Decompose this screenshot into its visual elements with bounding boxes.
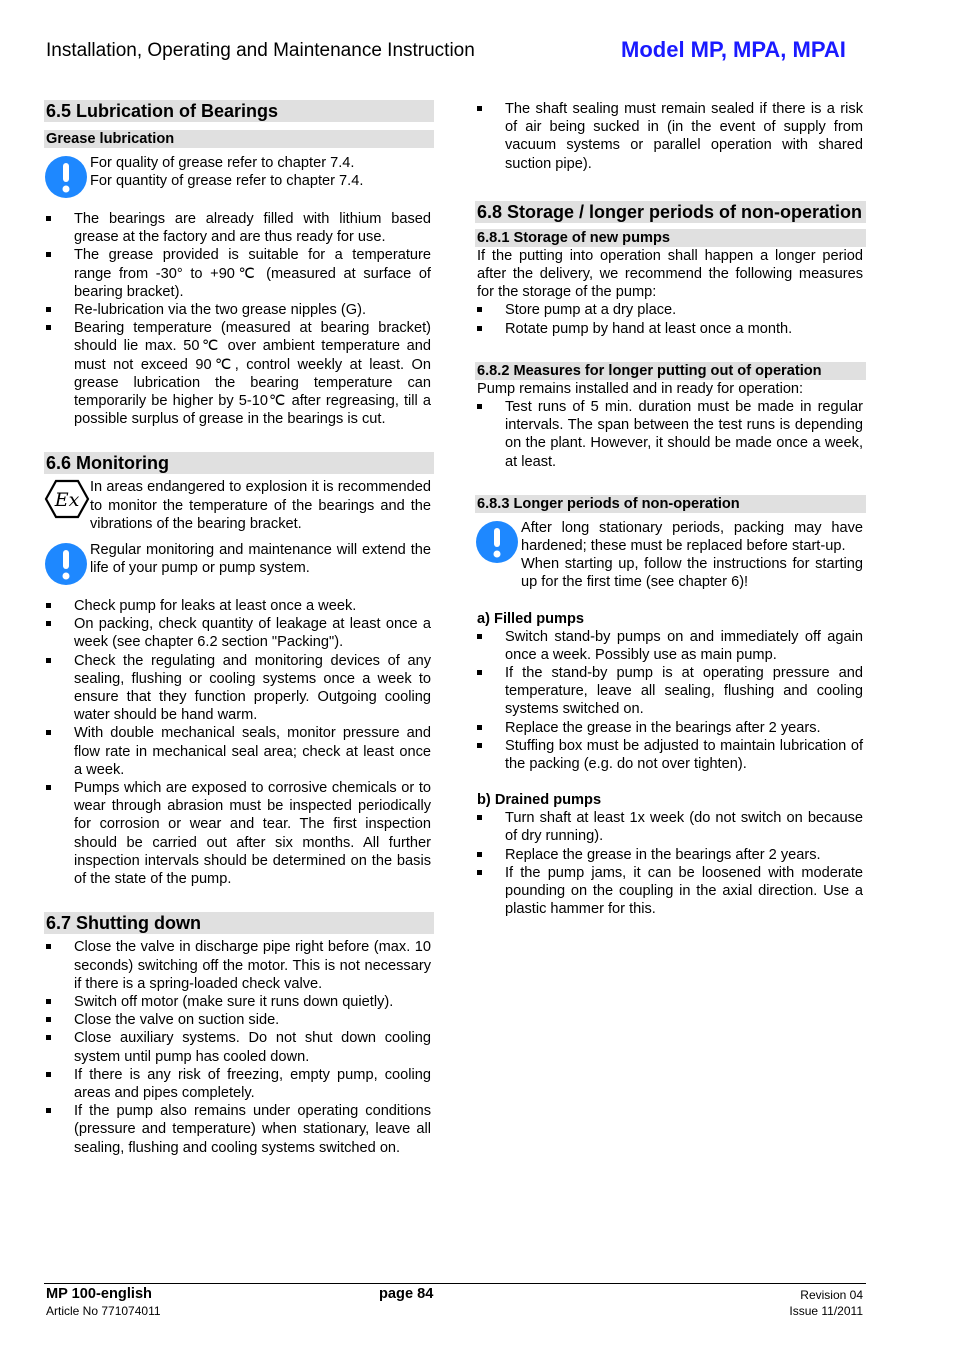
list-item: With double mechanical seals, monitor pressure and flow rate in mechanical seal area; check at least once a week.	[44, 724, 434, 779]
list-item: Turn shaft at least 1x week (do not switch on because of dry running).	[475, 809, 866, 845]
drained-pumps-list	[475, 809, 866, 918]
subheading-6-8-1: 6.8.1 Storage of new pumps	[475, 229, 866, 247]
list-item: Re-lubrication via the two grease nipples (G).	[44, 301, 434, 319]
list-item: If the pump jams, it can be loosened with moderate pounding on the coupling in the axial direction. Use a plastic hammer for this.	[475, 864, 866, 919]
footer-article: Article No 771074011	[46, 1304, 161, 1318]
right-column	[475, 100, 866, 919]
list-item: Switch off motor (make sure it runs down quietly).	[44, 993, 434, 1011]
storage-list	[475, 301, 866, 337]
list-item: If there is any risk of freezing, empty pump, cooling areas and pipes completely.	[44, 1066, 434, 1102]
footer-issue: Issue 11/2011	[789, 1304, 863, 1318]
footer-divider	[44, 1283, 866, 1284]
list-item: Store pump at a dry place.	[475, 301, 866, 319]
list-item: Close the valve in discharge pipe right before (max. 10 seconds) switching off the motor. This is not necessary if there is a spring-loaded check valve.	[44, 938, 434, 993]
list-item: Test runs of 5 min. duration must be made in regular intervals. The span between the test runs is depending on the plant. However, it should be made once a week, at least.	[475, 398, 866, 471]
note-text: After long stationary periods, packing may have hardened; these must be replaced before start-up.	[521, 519, 863, 555]
measures-list	[475, 398, 866, 471]
list-item: Replace the grease in the bearings after 2 years.	[475, 719, 866, 737]
list-item: Pumps which are exposed to corrosive chemicals or to wear through abrasion must be inspected periodically for corrosion or wear and tear. The first inspection should be carried out after six months. All further inspection intervals should be determined on the basis of the state of the pump.	[44, 779, 434, 888]
list-item: Close the valve on suction side.	[44, 1011, 434, 1029]
list-item: Switch stand-by pumps on and immediately off again once a week. Possibly use as main pump.	[475, 628, 866, 664]
list-item: The bearings are already filled with lithium based grease at the factory and are thus ready for use.	[44, 210, 434, 246]
note-line: For quality of grease refer to chapter 7.4.	[90, 155, 355, 171]
subheading-grease-lubrication: Grease lubrication	[44, 130, 434, 148]
section-heading-6-5: 6.5 Lubrication of Bearings	[44, 100, 434, 122]
section-heading-6-8: 6.8 Storage / longer periods of non-operation	[475, 201, 866, 223]
list-item: On packing, check quantity of leakage at least once a week (see chapter 6.2 section "Packing").	[44, 615, 434, 651]
ex-note	[44, 478, 434, 533]
note-line: For quantity of grease refer to chapter 7.4.	[90, 173, 364, 190]
exclamation-icon	[44, 155, 88, 204]
exclamation-icon	[44, 542, 88, 591]
list-item: The shaft sealing must remain sealed if there is a risk of air being sucked in (in the event of supply from vacuum systems or parallel operation with shared suction pipe).	[475, 100, 866, 173]
list-item: Close auxiliary systems. Do not shut down cooling system until pump has cooled down.	[44, 1029, 434, 1065]
note-text: When starting up, follow the instructions for starting up for the first time (see chapter 6)!	[521, 556, 863, 591]
left-column	[44, 100, 434, 1157]
footer-doc: MP 100-english	[46, 1286, 152, 1302]
list-item: Rotate pump by hand at least once a month.	[475, 320, 866, 338]
drained-pumps-heading: b) Drained pumps	[477, 792, 602, 809]
monitoring-list	[44, 597, 434, 888]
list-item: If the pump also remains under operating conditions (pressure and temperature) when stationary, leave all sealing, flushing and cooling systems switched on.	[44, 1102, 434, 1157]
section-heading-6-7: 6.7 Shutting down	[44, 912, 434, 934]
sealing-list	[475, 100, 866, 173]
list-item: Stuffing box must be adjusted to maintain lubrication of the packing (e.g. do not over tighten).	[475, 737, 866, 773]
measures-text: Pump remains installed and in ready for operation:	[477, 380, 804, 397]
footer-page: page 84	[379, 1286, 434, 1302]
svg-text:Ex: Ex	[54, 489, 80, 512]
document-title: Installation, Operating and Maintenance Instruction	[46, 40, 475, 61]
ex-note-text: In areas endangered to explosion it is recommended to monitor the temperature of the bearings and the vibrations of the bearing bracket.	[90, 479, 431, 532]
section-heading-6-6: 6.6 Monitoring	[44, 452, 434, 474]
storage-text: If the putting into operation shall happen a longer period after the delivery, we recommend the following measures for the storage of the pump:	[477, 247, 863, 301]
ex-explosion-icon	[44, 479, 90, 524]
footer-revision: Revision 04	[800, 1288, 863, 1302]
list-item: Replace the grease in the bearings after 2 years.	[475, 846, 866, 864]
exclamation-icon	[475, 520, 519, 569]
filled-pumps-heading: a) Filled pumps	[477, 610, 585, 627]
list-item: Bearing temperature (measured at bearing bracket) should lie max. 50℃ over ambient temperature and must not exceed 90℃, control weekly at least. On grease lubrication the bearing temperature can temporarily be higher by 5-10℃ after regreasing, till a possible surplus of grease in the bearings is cut.	[44, 319, 434, 428]
shutdown-list	[44, 938, 434, 1156]
monitoring-note-text: Regular monitoring and maintenance will extend the life of your pump or pump system.	[90, 542, 431, 577]
subheading-6-8-2: 6.8.2 Measures for longer putting out of operation	[475, 362, 866, 380]
model-title: Model MP, MPA, MPAI	[621, 37, 846, 62]
monitoring-note	[44, 541, 434, 585]
filled-pumps-list	[475, 628, 866, 774]
list-item: If the stand-by pump is at operating pressure and temperature, leave all sealing, flushing and cooling systems switched on.	[475, 664, 866, 719]
lubrication-list	[44, 210, 434, 428]
subheading-6-8-3: 6.8.3 Longer periods of non-operation	[475, 495, 866, 513]
grease-note	[44, 154, 434, 198]
list-item: The grease provided is suitable for a temperature range from -30° to +90℃ (measured at surface of bearing bracket).	[44, 246, 434, 301]
list-item: Check pump for leaks at least once a week.	[44, 597, 434, 615]
non-operation-note	[475, 519, 866, 592]
list-item: Check the regulating and monitoring devices of any sealing, flushing or cooling systems once a week to ensure that they function properly. Outgoing cooling water should be hand warm.	[44, 652, 434, 725]
